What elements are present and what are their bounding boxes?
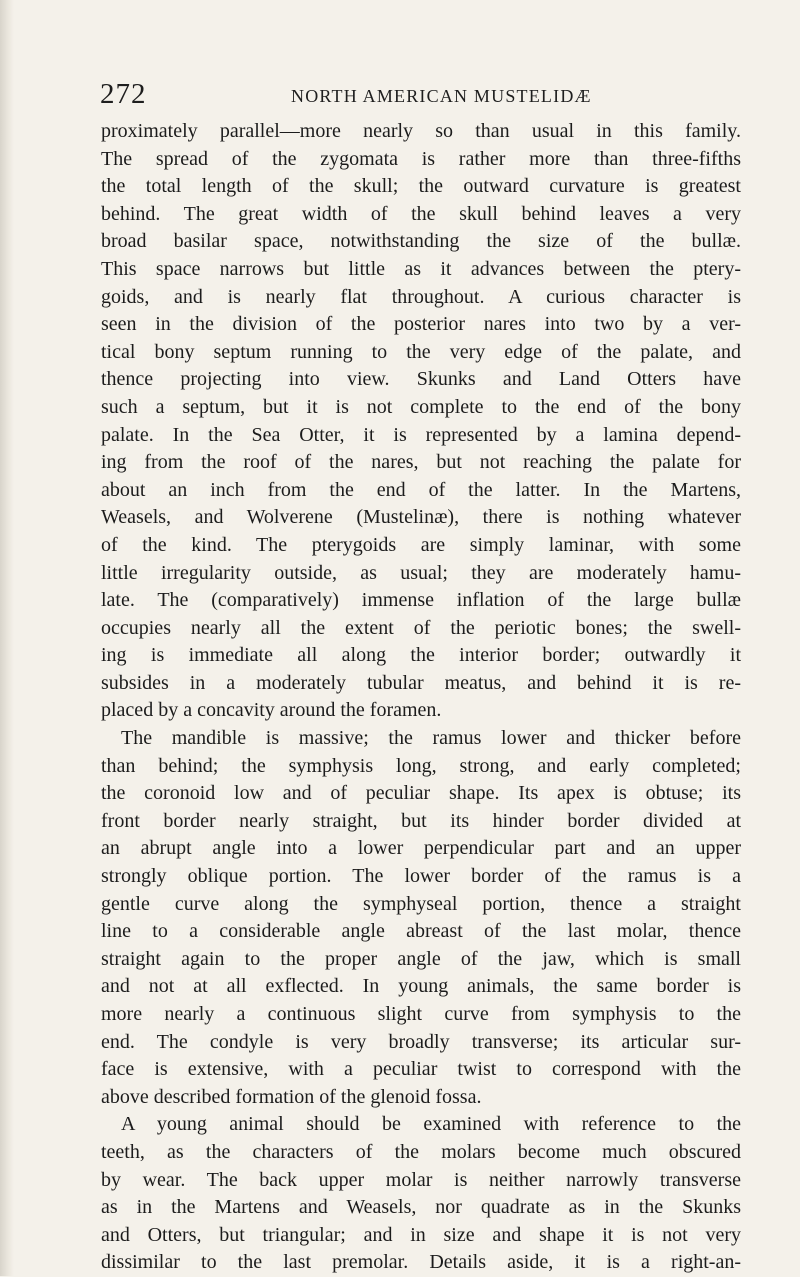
text-line: the total length of the skull; the outward curvature is greatest bbox=[101, 175, 741, 198]
text-line: an abrupt angle into a lower perpendicular part and an upper bbox=[101, 837, 741, 860]
text-line: little irregularity outside, as usual; they are moderately hamu- bbox=[101, 561, 741, 584]
body-text bbox=[101, 118, 741, 1277]
text-line: This space narrows but little as it advances between the ptery- bbox=[101, 257, 741, 280]
text-line: about an inch from the end of the latter. In the Martens, bbox=[101, 478, 741, 501]
text-line: palate. In the Sea Otter, it is represented by a lamina depend- bbox=[101, 423, 741, 446]
paragraph-start-line: The mandible is massive; the ramus lower and thicker before bbox=[121, 727, 741, 750]
text-line: straight again to the proper angle of the jaw, which is small bbox=[101, 947, 741, 970]
text-line: broad basilar space, notwithstanding the size of the bullæ. bbox=[101, 230, 741, 253]
text-line: goids, and is nearly flat throughout. A curious character is bbox=[101, 285, 741, 308]
text-line: strongly oblique portion. The lower border of the ramus is a bbox=[101, 865, 741, 888]
text-line: end. The condyle is very broadly transverse; its articular sur- bbox=[101, 1030, 741, 1053]
page-gutter-shadow bbox=[0, 0, 14, 1276]
text-line: line to a considerable angle abreast of the last molar, thence bbox=[101, 920, 741, 943]
text-line: by wear. The back upper molar is neither narrowly transverse bbox=[101, 1168, 741, 1191]
text-line: face is extensive, with a peculiar twist to correspond with the bbox=[101, 1058, 741, 1081]
page-header bbox=[100, 76, 740, 116]
running-title: NORTH AMERICAN MUSTELIDÆ bbox=[291, 86, 592, 106]
text-line: The spread of the zygomata is rather more than three-fifths bbox=[101, 147, 741, 170]
text-line: late. The (comparatively) immense inflation of the large bullæ bbox=[101, 589, 741, 612]
text-line: more nearly a continuous slight curve from symphysis to the bbox=[101, 1003, 741, 1025]
text-line: such a septum, but it is not complete to the end of the bony bbox=[101, 395, 741, 418]
paragraph-start-line: A young animal should be examined with reference to the bbox=[121, 1113, 741, 1136]
text-line: gentle curve along the symphyseal portion, thence a straight bbox=[101, 892, 741, 915]
text-line: as in the Martens and Weasels, nor quadrate as in the Skunks bbox=[101, 1196, 741, 1219]
text-line: tical bony septum running to the very edge of the palate, and bbox=[101, 340, 741, 363]
text-line: front border nearly straight, but its hinder border divided at bbox=[101, 809, 741, 832]
paragraph-end-line: above described formation of the glenoid fossa. bbox=[101, 1085, 482, 1108]
text-line: occupies nearly all the extent of the periotic bones; the swell- bbox=[101, 616, 741, 639]
text-line: ing from the roof of the nares, but not reaching the palate for bbox=[101, 451, 741, 474]
text-line: than behind; the symphysis long, strong, and early completed; bbox=[101, 754, 741, 777]
text-line: behind. The great width of the skull behind leaves a very bbox=[101, 202, 741, 225]
text-line: proximately parallel—more nearly so than usual in this family. bbox=[101, 120, 741, 142]
text-line: seen in the division of the posterior nares into two by a ver- bbox=[101, 313, 741, 336]
page-number: 272 bbox=[100, 78, 147, 110]
text-line: Weasels, and Wolverene (Mustelinæ), there is nothing whatever bbox=[101, 506, 741, 529]
text-line: thence projecting into view. Skunks and Land Otters have bbox=[101, 368, 741, 391]
text-line: subsides in a moderately tubular meatus, and behind it is re- bbox=[101, 671, 741, 694]
text-line: dissimilar to the last premolar. Details aside, it is a right-an- bbox=[101, 1251, 741, 1274]
text-line: of the kind. The pterygoids are simply laminar, with some bbox=[101, 533, 741, 556]
paragraph-end-line: placed by a concavity around the foramen. bbox=[101, 699, 442, 722]
text-line: the coronoid low and of peculiar shape. Its apex is obtuse; its bbox=[101, 782, 741, 805]
text-line: ing is immediate all along the interior border; outwardly it bbox=[101, 644, 741, 667]
text-line: and Otters, but triangular; and in size and shape it is not very bbox=[101, 1223, 741, 1246]
text-line: and not at all exflected. In young animals, the same border is bbox=[101, 975, 741, 998]
text-line: teeth, as the characters of the molars become much obscured bbox=[101, 1140, 741, 1163]
